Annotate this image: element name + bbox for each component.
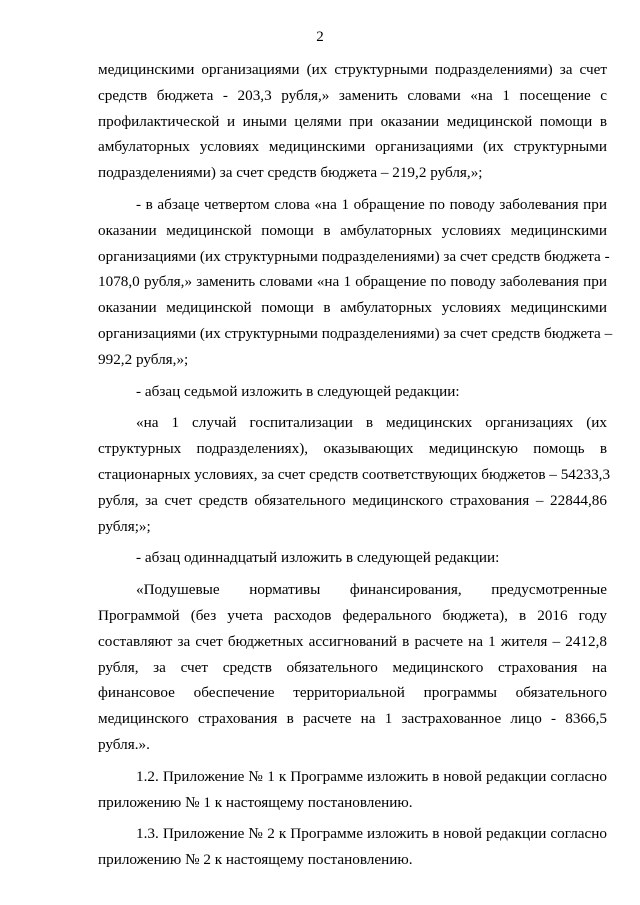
text-line: - в абзаце четвертом слова «на 1 обращение по поводу заболевания при <box>136 195 607 213</box>
text-line: стационарных условиях, за счет средств соответствующих бюджетов – 54233,3 <box>98 465 611 483</box>
text-line: организациями (их структурными подразделениями) за счет средств бюджета – <box>98 324 613 342</box>
text-line: подразделениями) за счет средств бюджета – 219,2 рубля,»; <box>98 164 483 182</box>
text-line: организациями (их структурными подразделениями) за счет средств бюджета - <box>98 247 610 265</box>
text-line: - абзац седьмой изложить в следующей редакции: <box>136 382 460 400</box>
text-line: оказании медицинской помощи в амбулаторных условиях медицинскими <box>98 221 607 239</box>
text-line: оказании медицинской помощи в амбулаторных условиях медицинскими <box>98 299 607 317</box>
text-line: рубля, за счет средств обязательного медицинского страхования на <box>98 658 607 676</box>
text-line: - абзац одиннадцатый изложить в следующей редакции: <box>136 549 500 567</box>
paragraph <box>98 764 607 816</box>
paragraph <box>98 821 607 873</box>
paragraph <box>98 545 607 571</box>
text-line: составляют за счет бюджетных ассигнований в расчете на 1 жителя – 2412,8 <box>98 632 607 650</box>
text-line: медицинского страхования в расчете на 1 застрахованное лицо - 8366,5 <box>98 710 607 728</box>
paragraph <box>98 410 611 539</box>
text-line: медицинскими организациями (их структурными подразделениями) за счет <box>98 61 607 78</box>
paragraph <box>98 57 607 186</box>
text-line: рубля.». <box>98 735 150 753</box>
text-line: рубля, за счет средств обязательного медицинского страхования – 22844,86 <box>98 491 607 509</box>
text-line: рубля;»; <box>98 517 151 535</box>
text-line: амбулаторных условиях медицинскими организациями (их структурными <box>98 138 607 156</box>
page-number: 2 <box>316 29 324 45</box>
text-line: финансовое обеспечение территориальной программы обязательного <box>98 684 607 702</box>
text-line: приложению № 1 к настоящему постановлению. <box>98 793 413 811</box>
text-line: «на 1 случай госпитализации в медицинских организациях (их <box>136 414 607 432</box>
text-line: профилактической и иными целями при оказании медицинской помощи в <box>98 112 607 130</box>
paragraph <box>98 577 607 758</box>
text-line: «Подушевые нормативы финансирования, предусмотренные <box>136 581 607 599</box>
paragraph <box>98 192 613 373</box>
text-line: 1.2. Приложение № 1 к Программе изложить в новой редакции согласно <box>136 767 607 785</box>
text-line: Программой (без учета расходов федерального бюджета), в 2016 году <box>98 606 607 624</box>
text-line: приложению № 2 к настоящему постановлению. <box>98 851 413 869</box>
document-body <box>98 57 613 879</box>
text-line: структурных подразделениях), оказывающих медицинскую помощь в <box>98 440 607 458</box>
text-line: средств бюджета - 203,3 рубля,» заменить словами «на 1 посещение с <box>98 86 607 104</box>
text-line: 1078,0 рубля,» заменить словами «на 1 обращение по поводу заболевания при <box>98 273 607 291</box>
text-line: 992,2 рубля,»; <box>98 350 189 368</box>
text-line: 1.3. Приложение № 2 к Программе изложить в новой редакции согласно <box>136 825 607 843</box>
paragraph <box>98 379 607 405</box>
